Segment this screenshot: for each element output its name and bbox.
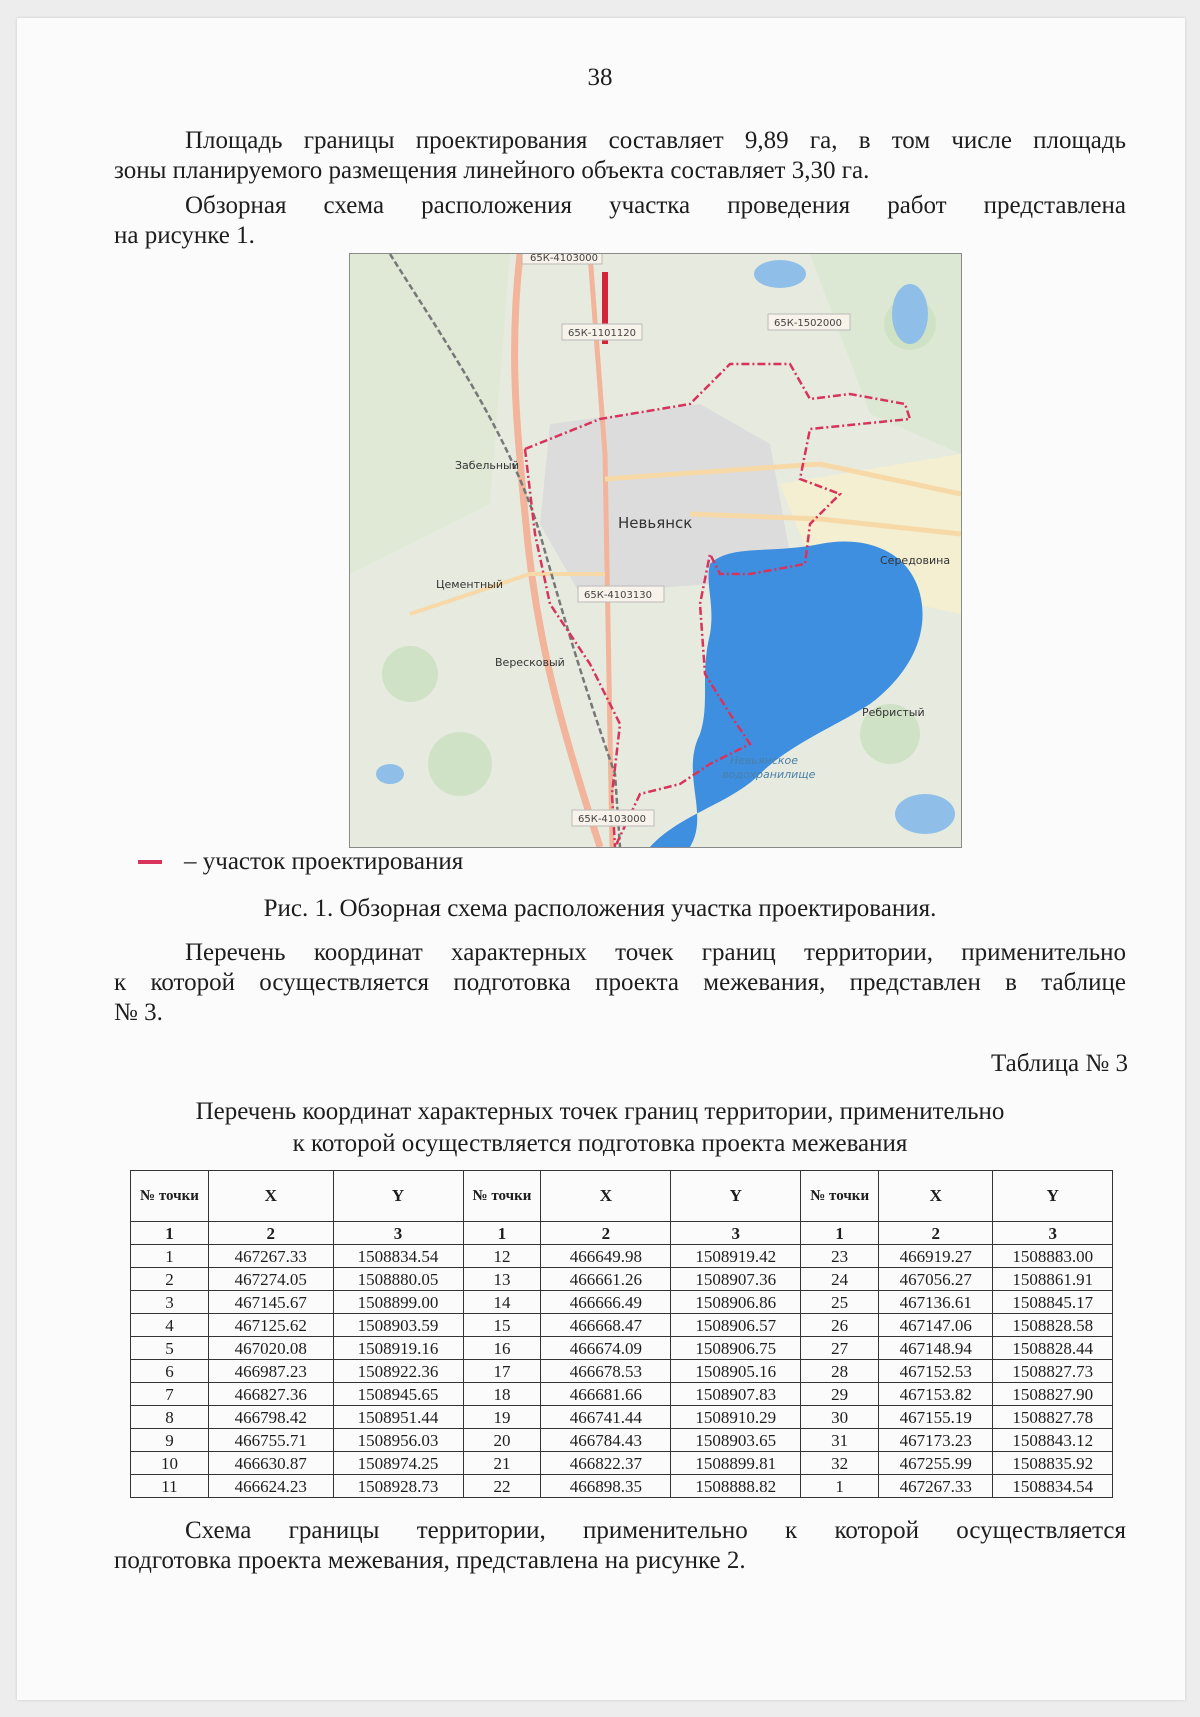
point-number-cell: 29 [801, 1383, 879, 1406]
y-coordinate-cell: 1508835.92 [993, 1452, 1113, 1475]
point-number-cell: 32 [801, 1452, 879, 1475]
table-row [131, 1245, 1113, 1268]
table-title-line: Перечень координат характерных точек границ территории, применительно [195, 1098, 1005, 1125]
y-coordinate-cell: 1508828.58 [993, 1314, 1113, 1337]
subheader-cell: 2 [208, 1222, 333, 1245]
table-row [131, 1268, 1113, 1291]
point-number-cell: 10 [131, 1452, 209, 1475]
y-coordinate-cell: 1508974.25 [333, 1452, 463, 1475]
place-label-cementny: Цементный [436, 578, 503, 591]
x-coordinate-cell: 466678.53 [541, 1360, 671, 1383]
x-coordinate-cell: 466827.36 [208, 1383, 333, 1406]
table-title [0, 1096, 1200, 1160]
y-coordinate-cell: 1508883.00 [993, 1245, 1113, 1268]
subheader-cell: 2 [541, 1222, 671, 1245]
paragraph-line: Перечень координат характерных точек границ территории, применительно [185, 939, 1126, 966]
paragraph-line: на рисунке 1. [114, 222, 255, 249]
x-coordinate-cell: 467255.99 [879, 1452, 993, 1475]
y-coordinate-cell: 1508910.29 [671, 1406, 801, 1429]
place-label-nevyansk: Невьянск [618, 514, 693, 532]
paragraph-line: зоны планируемого размещения линейного объекта составляет 3,30 га. [114, 157, 870, 184]
paragraph-line: к которой осуществляется подготовка проекта межевания, представлен в таблице [114, 969, 1126, 996]
x-coordinate-cell: 467136.61 [879, 1291, 993, 1314]
y-coordinate-cell: 1508845.17 [993, 1291, 1113, 1314]
point-number-cell: 27 [801, 1337, 879, 1360]
place-label-vereskovy: Вересковый [495, 656, 565, 669]
x-coordinate-cell: 466649.98 [541, 1245, 671, 1268]
x-coordinate-cell: 466674.09 [541, 1337, 671, 1360]
y-coordinate-cell: 1508951.44 [333, 1406, 463, 1429]
point-number-cell: 5 [131, 1337, 209, 1360]
y-coordinate-cell: 1508956.03 [333, 1429, 463, 1452]
point-number-cell: 28 [801, 1360, 879, 1383]
x-coordinate-cell: 466741.44 [541, 1406, 671, 1429]
table-row [131, 1406, 1113, 1429]
y-coordinate-cell: 1508880.05 [333, 1268, 463, 1291]
road-label-1101120: 65К-1101120 [568, 328, 636, 339]
point-number-cell: 31 [801, 1429, 879, 1452]
table-subheader-row [131, 1222, 1113, 1245]
point-number-cell: 7 [131, 1383, 209, 1406]
figure-caption: Рис. 1. Обзорная схема расположения участка проектирования. [263, 895, 937, 922]
paragraph-line: Площадь границы проектирования составляет 9,89 га, в том числе площадь [185, 127, 1126, 154]
paragraph-scheme [114, 1516, 1126, 1576]
header-y: Y [993, 1171, 1113, 1222]
table-body [131, 1245, 1113, 1498]
forest-patch [382, 646, 438, 702]
x-coordinate-cell: 466630.87 [208, 1452, 333, 1475]
y-coordinate-cell: 1508827.90 [993, 1383, 1113, 1406]
point-number-cell: 12 [463, 1245, 541, 1268]
small-lake [892, 284, 928, 344]
table-number: Таблица № 3 [990, 1050, 1128, 1077]
y-coordinate-cell: 1508903.65 [671, 1429, 801, 1452]
paragraph-line: Схема границы территории, применительно к которой осуществляется [185, 1517, 1126, 1544]
header-point: № точки [801, 1171, 879, 1222]
y-coordinate-cell: 1508905.16 [671, 1360, 801, 1383]
point-number-cell: 1 [801, 1475, 879, 1498]
x-coordinate-cell: 466661.26 [541, 1268, 671, 1291]
x-coordinate-cell: 466755.71 [208, 1429, 333, 1452]
x-coordinate-cell: 466822.37 [541, 1452, 671, 1475]
road-label-4103130: 65К-4103130 [584, 590, 652, 601]
y-coordinate-cell: 1508906.86 [671, 1291, 801, 1314]
paragraph-line: подготовка проекта межевания, представлена на рисунке 2. [114, 1547, 746, 1574]
point-number-cell: 23 [801, 1245, 879, 1268]
y-coordinate-cell: 1508861.91 [993, 1268, 1113, 1291]
x-coordinate-cell: 467267.33 [208, 1245, 333, 1268]
small-lake [754, 260, 806, 288]
x-coordinate-cell: 466784.43 [541, 1429, 671, 1452]
header-y: Y [333, 1171, 463, 1222]
point-number-cell: 19 [463, 1406, 541, 1429]
subheader-cell: 2 [879, 1222, 993, 1245]
road-label-1502000: 65К-1502000 [774, 318, 842, 329]
point-number-cell: 13 [463, 1268, 541, 1291]
table-title-line: к которой осуществляется подготовка проекта межевания [292, 1130, 908, 1157]
small-lake [376, 764, 404, 784]
x-coordinate-cell: 467173.23 [879, 1429, 993, 1452]
x-coordinate-cell: 467145.67 [208, 1291, 333, 1314]
overview-map [349, 253, 962, 848]
paragraph-line: Обзорная схема расположения участка проведения работ представлена [185, 192, 1126, 219]
legend-label: – участок проектирования [184, 848, 464, 875]
y-coordinate-cell: 1508834.54 [333, 1245, 463, 1268]
x-coordinate-cell: 467152.53 [879, 1360, 993, 1383]
table-row [131, 1314, 1113, 1337]
point-number-cell: 3 [131, 1291, 209, 1314]
water-label-line2: водохранилище [722, 768, 816, 781]
y-coordinate-cell: 1508834.54 [993, 1475, 1113, 1498]
header-y: Y [671, 1171, 801, 1222]
y-coordinate-cell: 1508906.75 [671, 1337, 801, 1360]
paragraph-overview [114, 191, 1126, 251]
point-number-cell: 20 [463, 1429, 541, 1452]
x-coordinate-cell: 466681.66 [541, 1383, 671, 1406]
header-point: № точки [463, 1171, 541, 1222]
paragraph-coordinates [114, 938, 1126, 1028]
x-coordinate-cell: 467155.19 [879, 1406, 993, 1429]
subheader-cell: 1 [463, 1222, 541, 1245]
map-legend [138, 848, 463, 876]
point-number-cell: 9 [131, 1429, 209, 1452]
road-label-top: 65К-4103000 [530, 254, 598, 264]
header-x: X [208, 1171, 333, 1222]
subheader-cell: 3 [333, 1222, 463, 1245]
x-coordinate-cell: 467020.08 [208, 1337, 333, 1360]
table-row [131, 1429, 1113, 1452]
table-row [131, 1475, 1113, 1498]
y-coordinate-cell: 1508922.36 [333, 1360, 463, 1383]
subheader-cell: 3 [993, 1222, 1113, 1245]
x-coordinate-cell: 467147.06 [879, 1314, 993, 1337]
x-coordinate-cell: 466666.49 [541, 1291, 671, 1314]
header-x: X [879, 1171, 993, 1222]
point-number-cell: 16 [463, 1337, 541, 1360]
coordinates-table [130, 1170, 1113, 1498]
x-coordinate-cell: 466668.47 [541, 1314, 671, 1337]
point-number-cell: 11 [131, 1475, 209, 1498]
point-number-cell: 14 [463, 1291, 541, 1314]
x-coordinate-cell: 466987.23 [208, 1360, 333, 1383]
point-number-cell: 17 [463, 1360, 541, 1383]
y-coordinate-cell: 1508828.44 [993, 1337, 1113, 1360]
y-coordinate-cell: 1508919.16 [333, 1337, 463, 1360]
x-coordinate-cell: 467056.27 [879, 1268, 993, 1291]
table-row [131, 1291, 1113, 1314]
page-number: 38 [587, 64, 613, 91]
subheader-cell: 1 [801, 1222, 879, 1245]
y-coordinate-cell: 1508903.59 [333, 1314, 463, 1337]
point-number-cell: 24 [801, 1268, 879, 1291]
header-point: № точки [131, 1171, 209, 1222]
y-coordinate-cell: 1508907.36 [671, 1268, 801, 1291]
point-number-cell: 21 [463, 1452, 541, 1475]
table-row [131, 1360, 1113, 1383]
paragraph-area [114, 126, 1126, 186]
subheader-cell: 3 [671, 1222, 801, 1245]
y-coordinate-cell: 1508843.12 [993, 1429, 1113, 1452]
y-coordinate-cell: 1508899.81 [671, 1452, 801, 1475]
x-coordinate-cell: 466898.35 [541, 1475, 671, 1498]
point-number-cell: 18 [463, 1383, 541, 1406]
x-coordinate-cell: 466624.23 [208, 1475, 333, 1498]
x-coordinate-cell: 466919.27 [879, 1245, 993, 1268]
x-coordinate-cell: 467148.94 [879, 1337, 993, 1360]
table-row [131, 1337, 1113, 1360]
x-coordinate-cell: 467274.05 [208, 1268, 333, 1291]
y-coordinate-cell: 1508928.73 [333, 1475, 463, 1498]
y-coordinate-cell: 1508899.00 [333, 1291, 463, 1314]
place-label-zabelny: Забельный [455, 459, 519, 472]
y-coordinate-cell: 1508907.83 [671, 1383, 801, 1406]
table-row [131, 1383, 1113, 1406]
table-row [131, 1452, 1113, 1475]
water-label-line1: Невьянское [730, 754, 799, 767]
place-label-seredovina: Середовина [880, 554, 951, 567]
point-number-cell: 2 [131, 1268, 209, 1291]
road-label-bottom: 65К-4103000 [578, 814, 646, 825]
point-number-cell: 1 [131, 1245, 209, 1268]
point-number-cell: 4 [131, 1314, 209, 1337]
y-coordinate-cell: 1508827.78 [993, 1406, 1113, 1429]
table-header-row [131, 1171, 1113, 1222]
small-lake [895, 794, 955, 834]
point-number-cell: 8 [131, 1406, 209, 1429]
point-number-cell: 22 [463, 1475, 541, 1498]
paragraph-line: № 3. [114, 999, 163, 1026]
header-x: X [541, 1171, 671, 1222]
x-coordinate-cell: 467267.33 [879, 1475, 993, 1498]
point-number-cell: 6 [131, 1360, 209, 1383]
place-label-rebristy: Ребристый [862, 706, 925, 719]
map-canvas [350, 254, 961, 847]
y-coordinate-cell: 1508919.42 [671, 1245, 801, 1268]
forest-patch [428, 732, 492, 796]
subheader-cell: 1 [131, 1222, 209, 1245]
point-number-cell: 25 [801, 1291, 879, 1314]
point-number-cell: 30 [801, 1406, 879, 1429]
x-coordinate-cell: 466798.42 [208, 1406, 333, 1429]
x-coordinate-cell: 467153.82 [879, 1383, 993, 1406]
y-coordinate-cell: 1508945.65 [333, 1383, 463, 1406]
point-number-cell: 15 [463, 1314, 541, 1337]
x-coordinate-cell: 467125.62 [208, 1314, 333, 1337]
point-number-cell: 26 [801, 1314, 879, 1337]
y-coordinate-cell: 1508888.82 [671, 1475, 801, 1498]
legend-design-segment-swatch [138, 860, 162, 864]
y-coordinate-cell: 1508906.57 [671, 1314, 801, 1337]
y-coordinate-cell: 1508827.73 [993, 1360, 1113, 1383]
